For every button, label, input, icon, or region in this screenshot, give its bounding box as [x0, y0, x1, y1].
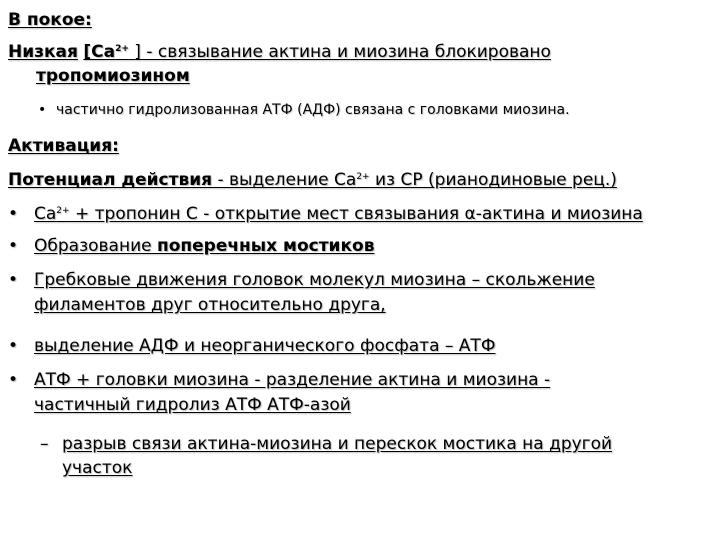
rest-description: - связывание актина и миозина блокировано [140, 42, 551, 62]
action-potential-line: Потенциал действия - выделение $Ca^{2+}$ из СР (рианодиновые рец.) [8, 170, 617, 190]
bullet-power-stroke-2: филаментов друг относительно друга, [34, 295, 386, 315]
tropomyosin-word: тропомиозином [36, 66, 190, 86]
low-label: Низкая [8, 42, 78, 62]
sub-bridge-break-1: разрыв связи актина-миозина и перескок мостика на другой [62, 434, 613, 454]
activation-heading: Активация: [8, 136, 119, 156]
bullet-power-stroke-1: Гребковые движения головок молекул миозина – скольжение [34, 270, 595, 290]
rest-sub-bullet: частично гидролизованная АТФ (АДФ) связана с головками миозина. [56, 102, 570, 118]
ca-bracket: [$Ca^{2+}$ ] [83, 42, 141, 62]
rest-heading: В покое: [8, 10, 92, 30]
bullet-mark: • [8, 236, 19, 256]
bullet-atp-heads-2: частичный гидролиз АТФ АТФ-азой [34, 395, 351, 415]
bullet-mark: • [8, 270, 19, 290]
sub-bullet-mark: • [38, 102, 47, 118]
sub-bridge-break-2: участок [62, 458, 133, 478]
bullet-cross-bridges: Образование поперечных мостиков [34, 236, 375, 256]
bullet-atp-heads-1: АТФ + головки миозина - разделение актина и миозина - [34, 370, 551, 390]
bullet-troponin: $Ca^{2+}$ + тропонин С - открытие мест связывания α-актина и миозина [34, 204, 643, 224]
dash-mark: – [40, 434, 49, 454]
bullet-mark: • [8, 336, 19, 356]
bullet-mark: • [8, 370, 19, 390]
bullet-mark: • [8, 204, 19, 224]
bullet-adp-release: выделение АДФ и неорганического фосфата – АТФ [34, 336, 496, 356]
rest-line-1 [8, 40, 551, 64]
